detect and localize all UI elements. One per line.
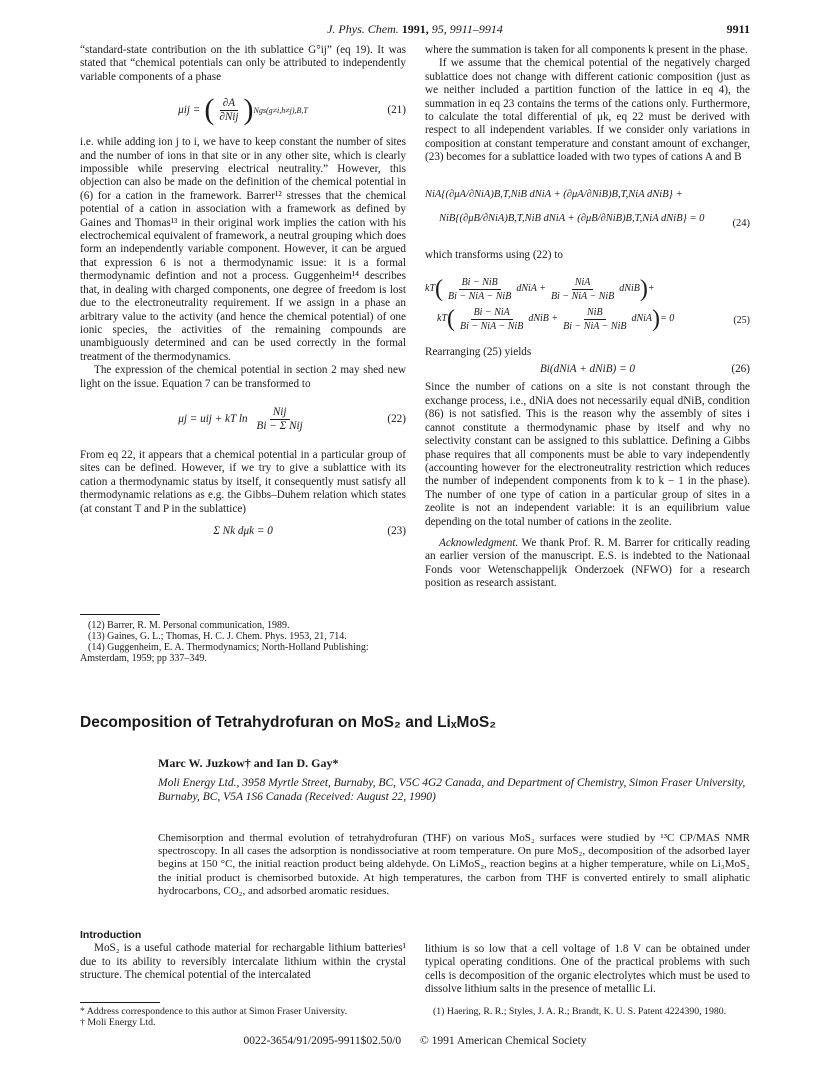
footnote: (1) Haering, R. R.; Styles, J. A. R.; Brandt, K. U. S. Patent 4224390, 1980. (433, 1006, 727, 1017)
paragraph: where the summation is taken for all components k present in the phase. (425, 44, 748, 56)
equation-lhs: μij = (178, 103, 201, 116)
equation-subscript: Ngs(g≠i,h≠j),B,T (253, 105, 308, 115)
paragraph: The expression of the chemical potential in section 2 may shed new light on the issue. Equation 7 can be transformed to (80, 364, 406, 390)
right-column (425, 44, 750, 591)
footnotes-left (80, 1006, 406, 1028)
footnote-rule (80, 614, 160, 615)
equation-line: NiA{(∂μA/∂NiA)B,T,NiB dNiA + (∂μA/∂NiB)B,T,NiA dNiB} + (425, 189, 683, 201)
article-affiliation: Moli Energy Ltd., 3958 Myrtle Street, Burnaby, BC, V5C 4G2 Canada, and Department of Chemistry, Simon Fraser University, Burnaby, BC, V5A 1S6 Canada (Received: August 22, 1990) (158, 777, 746, 803)
equation-denominator: Bi − NiA − NiB (563, 320, 627, 332)
paragraph: lithium is so low that a cell voltage of 1.8 V can be obtained under typical operating conditions. One of the practical problems with such cells is decomposition of the organic electrolytes which must be used to dissolve lithium salts in the presence of metallic Li. (425, 943, 750, 996)
equation-denominator: Bi − NiA − NiB (448, 290, 512, 302)
equation-26 (425, 361, 750, 377)
equation-numerator: Bi − NiB (459, 276, 501, 290)
equation-number: (21) (387, 103, 406, 116)
equation-body: Σ Nk dμk = 0 (213, 525, 273, 538)
acknowledgment-label: Acknowledgment. (439, 536, 519, 549)
article-code: 0022-3654/91/2095-9911$02.50/0 (243, 1035, 402, 1047)
equation-numerator: NiA (572, 276, 594, 290)
equation-denominator: Bi − NiA − NiB (460, 320, 524, 332)
footnotes (80, 620, 406, 664)
journal-citation: 95, 9911–9914 (431, 22, 503, 36)
equation-denominator: Bi − Σ Nij (256, 420, 303, 433)
equation-21: μij = ( $\frac{\partial A}{\text{∂Nij}}$ ) Ngs(g≠i,h≠j),B,T (21) (178, 93, 406, 127)
page-footer (80, 1035, 750, 1047)
paragraph: Rearranging (25) yields (425, 346, 532, 359)
equation-line: NiB{(∂μB/∂NiA)B,T,NiB dNiA + (∂μB/∂NiB)B,T,NiA dNiB} = 0 (439, 212, 705, 224)
footnotes-right (425, 1006, 750, 1017)
equation-23 (80, 522, 406, 542)
equation-numerator: NiB (584, 306, 606, 320)
intro-left-column (80, 929, 406, 983)
intro-right-column (425, 943, 750, 997)
equation-24 (425, 171, 750, 243)
footnote: † Moli Energy Ltd. (80, 1017, 156, 1028)
journal-year: 1991, (401, 22, 429, 36)
equation-25: kT ( $\frac{\text{Bi − NiB}}{\text{Bi − NiA − NiB}}$ dNiA + $\frac{\text{NiA}}{\text{Bi − NiA − NiB}}$ dNiB ) + kT ( $\frac{\text{Bi − NiA}}{\text{Bi − NiA − NiB}}$ dNiB + $\frac{\text{NiB}}{\text{Bi − NiA − NiB}}$ dNiA ) = 0 (25) (425, 276, 750, 333)
page-number: 9911 (726, 22, 750, 36)
equation-number: (22) (387, 413, 406, 426)
paragraph: If we assume that the chemical potential of the negatively charged sublattice does not change with different cationic composition (just as we neither included a partition function of the lattice in eq 4), the summation in eq 23 contains the terms of the cations only. Furthermore, to calculate the total differential of μk, eq 22 must be derived with respect to all independent variables. If we consider only variations in composition at constant temperature and constant amount of exchanger, (23) becomes for a sublattice loaded with two types of cations A and B (425, 57, 750, 164)
equation-number: (25) (733, 315, 750, 327)
footnote: (12) Barrer, R. M. Personal communication, 1989. (88, 620, 290, 631)
left-column (80, 44, 406, 548)
paragraph: i.e. while adding ion j to i, we have to keep constant the number of sites and the number of ions in that site or in any other site, which is clearly impossible while preserving electrical neutrality.” However, this objection can also be made on the definition of the chemical potential in (6) for a cation in the framework. Barrer¹² stresses that the chemical potential of a cation in association with a framework as defined by Gaines and Thomas¹³ in their original work implies the cation with his electrochemical equivalent of framework, a neutral grouping which does form an independently variable component. However, it can be argued that expression 6 is not a thermodynamic issue: it is a formal thermodynamic defintion and not a process. Guggenheim¹⁴ describes that, in dealing with charged components, one degree of freedom is lost due to the electroneutrality requirement. If we assign in a phase an arbitrary value to the activity (and hence the chemical potential) of one ionic species, the activities of the remaining compounds are unambiguously determined and can be used correctly in the formal treatment of the thermodynamics. (80, 136, 406, 363)
article-abstract: Chemisorption and thermal evolution of tetrahydrofuran (THF) on various MoS₂ surfaces were studied by ¹³C CP/MAS NMR spectroscopy. In all cases the adsorption is nondissociative at room temperature. On pure MoS₂, decomposition of the adsorbed layer begins at 150 °C, the initial reaction product being aldehyde. On LiMoS₂, reaction begins at a higher temperature, while on Li₃MoS₂ the initial product is chemisorbed butoxide. At high temperatures, the carbon from THF is converted entirely to small aliphatic hydrocarbons, CO₂, and adsorbed aromatic residues. (158, 832, 750, 897)
equation-numerator: Bi − NiA (471, 306, 513, 320)
footnote-rule (80, 1002, 160, 1003)
copyright: © 1991 American Chemical Society (420, 1035, 587, 1047)
equation-number: (26) (731, 362, 750, 375)
equation-numerator: ∂A (220, 97, 238, 111)
equation-number: (23) (387, 525, 406, 538)
paragraph: From eq 22, it appears that a chemical potential in a particular group of sites can be defined. However, if we try to give a sublattice with its cation a thermodynamic status by itself, it consequently must satisfy all thermodynamic relations as e.g. the Gibbs–Duhem relation which states (at constant T and P in the sublattice) (80, 448, 406, 515)
paragraph: “standard-state contribution on the ith sublattice G°ij” (eq 19). It was stated that “chemical potentials can only be attributed to independently variable components of a phase (80, 44, 406, 83)
equation-number: (24) (732, 217, 750, 229)
article-authors: Marc W. Juzkow† and Ian D. Gay* (158, 756, 339, 770)
paragraph: which transforms using (22) to (425, 248, 563, 261)
paragraph: Since the number of cations on a site is not constant through the exchange process, i.e., dNiA does not necessarily equal dNiB, condition (86) is not satisfied. This is the reason why the assembly of sites i cannot constitute a thermodynamic phase by itself and why no selectivity constant can be assigned to this sublattice. Defining a Gibbs phase requires that all components must be able to vary independently (accounting however for the electroneutrality restriction which reduces the number of independent components from k to k − 1 in the phase). The number of one type of cation in a particular group of sites in a zeolite is not an independent variable: it is an equilibrium value depending on the total number of cations in the zeolite. (425, 381, 750, 528)
journal-name: J. Phys. Chem. (327, 22, 399, 36)
equation-22 (80, 397, 406, 443)
equation-denominator: ∂Nij (219, 110, 239, 123)
acknowledgment-text: We thank Prof. R. M. Barrer for critically reading an earlier version of the manuscript. E.S. is indebted to the Nationaal Fonds voor Wetenschappelijk Onderzoek (NFWO) for a research position as research assistant. (425, 536, 750, 590)
acknowledgment (425, 537, 750, 591)
equation-body: Bi(dNiA + dNiB) = 0 (539, 362, 636, 375)
equation-denominator: Bi − NiA − NiB (550, 290, 615, 302)
running-header (80, 22, 750, 40)
equation-numerator: Nij (270, 406, 290, 420)
equation-lhs: μj = uij + kT ln (178, 413, 248, 426)
footnote: (14) Guggenheim, E. A. Thermodynamics; North-Holland Publishing: Amsterdam, 1959; pp 337–349. (80, 642, 369, 664)
footnote: (13) Gaines, G. L.; Thomas, H. C. J. Chem. Phys. 1953, 21, 714. (88, 631, 347, 642)
paragraph: MoS₂ is a useful cathode material for rechargable lithium batteries¹ due to its ability to reversibly intercalate lithium within the crystal structure. The chemical potential of the intercalated (80, 942, 406, 982)
footnote: * Address correspondence to this author at Simon Fraser University. (80, 1006, 348, 1017)
section-heading: Introduction (80, 929, 142, 941)
article-title: Decomposition of Tetrahydrofuran on MoS₂ and LiₓMoS₂ (80, 714, 497, 731)
